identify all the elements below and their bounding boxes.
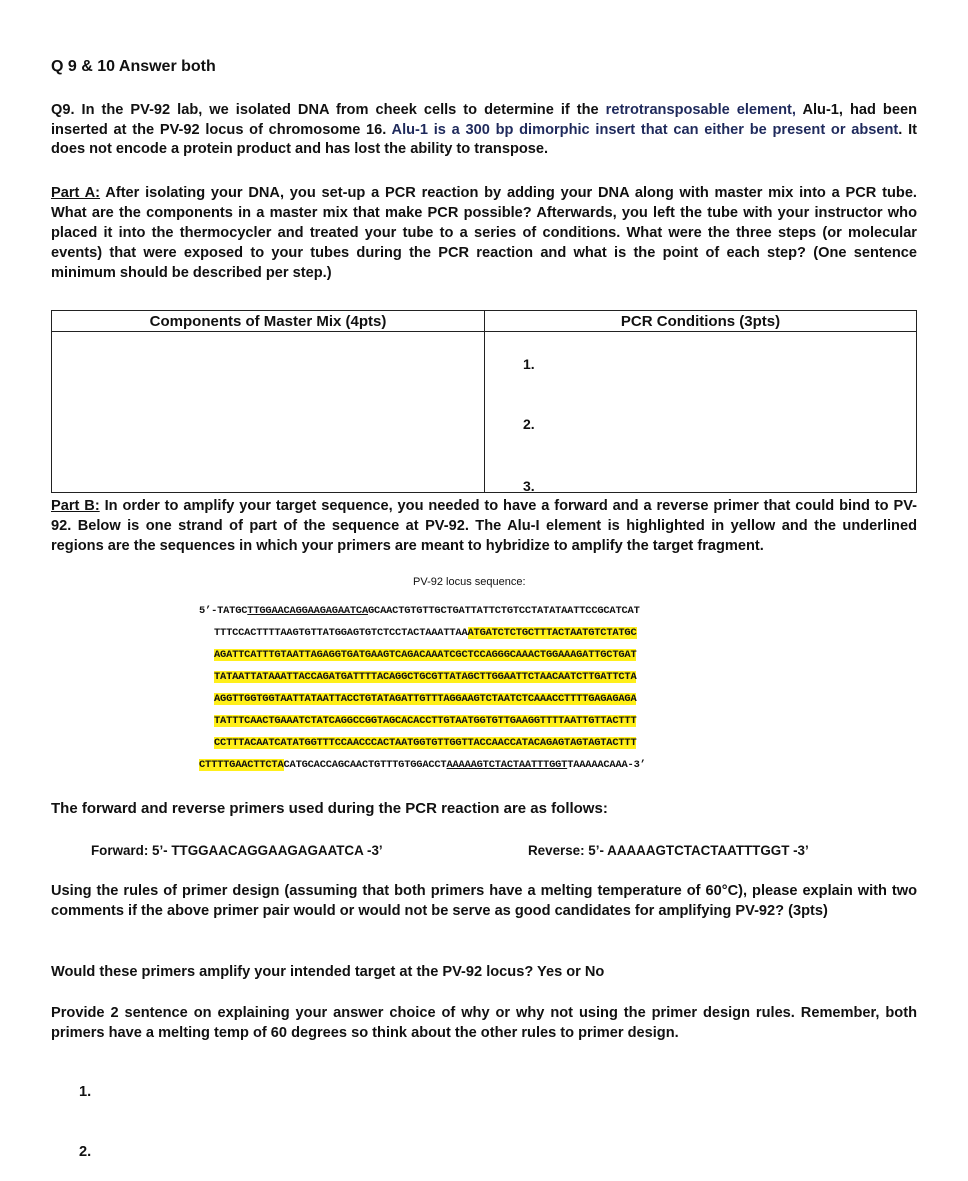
seq-segment: CATGCACCAGCAACTGTTTGTGGACCT [283, 759, 447, 771]
seq-5prime: 5’-TATGC [199, 605, 248, 617]
forward-primer: Forward: 5’- TTGGAACAGGAAGAGAATCA -3’ [91, 843, 383, 858]
explain-question: Provide 2 sentence on explaining your answer choice of why or why not using the primer design rules. Remember, both primers have a melting temp of 60 degrees so think about the other rules to primer design. [51, 1005, 917, 1041]
master-mix-answer-cell[interactable] [52, 332, 485, 493]
forward-primer-site: TTGGAACAGGAAGAGAATCA [247, 605, 369, 617]
part-b-label: Part B: [51, 498, 100, 514]
reverse-primer-site: AAAAAGTCTACTAATTTGGT [446, 759, 568, 771]
part-a-text: After isolating your DNA, you set-up a PCR reaction by adding your DNA along with master mix into a PCR tube. What are the components in a master mix that make PCR possible? Afterwards, you left the tube with your instructor who placed it into the thermocycler and treated your tube to a series of conditions. What were the three steps (or molecular events) that were exposed to your tubes during the PCR reaction and what is the point of each step? (One sentence minimum should be described per step.) [51, 185, 917, 281]
reverse-primer: Reverse: 5’- AAAAAGTCTACTAATTTGGT -3’ [528, 843, 809, 858]
q9-text-2: retrotransposable element, [605, 102, 796, 118]
sequence-line-5 [214, 693, 636, 705]
part-a-prompt [51, 183, 917, 283]
part-b-text: In order to amplify your target sequence, you needed to have a forward and a reverse primer that could bind to PV-92. Below is one strand of part of the sequence at PV-92. The Alu-I element is highlighted in yellow and the underlined regions are the sequences in which your primers are meant to hybridize to amplify the target fragment. [51, 498, 917, 554]
pcr-conditions-answer-cell[interactable] [485, 332, 917, 493]
seq-segment: TTTCCACTTTTAAGTGTTATGGAGTGTCTCCTACTAAATTAA [214, 627, 468, 639]
q9-text-3: Alu-1, had been inserted at the PV-92 locus of chromosome 16. [51, 102, 917, 138]
alu-highlight: AGGTTGGTGGTAATTATAATTACCTGTATAGATTGTTTAGGAAGTCTAATCTCAAACCTTTTGAGAGAGA [214, 693, 637, 705]
alu-highlight: CCTTTACAATCATATGGTTTCCAACCCACTAATGGTGTTGGTTACCAACCATACAGAGTAGTAGTACTTT [214, 737, 637, 749]
amplify-question: Would these primers amplify your intended target at the PV-92 locus? Yes or No [51, 964, 605, 980]
part-b-prompt [51, 496, 917, 556]
q9-prompt [51, 101, 917, 160]
sequence-line-7 [214, 737, 636, 749]
alu-highlight: TATTTCAACTGAAATCTATCAGGCCGGTAGCACACCTTGTAATGGTGTTGAAGGTTTTAATTGTTACTTT [214, 715, 637, 727]
alu-highlight: TATAATTATAAATTACCAGATGATTTTACAGGCTGCGTTATAGCTTGGAATTCTAACAATCTTGATTCTA [214, 671, 637, 683]
sequence-line-1 [199, 605, 640, 617]
primers-intro: The forward and reverse primers used during the PCR reaction are as follows: [51, 800, 608, 817]
sequence-line-2 [214, 627, 637, 639]
alu-highlight: AGATTCATTTGTAATTAGAGGTGATGAAGTCAGACAAATCGCTCCAGGGCAAACTGGAAAGATTGCTGAT [214, 649, 637, 661]
sequence-line-8 [199, 759, 646, 771]
master-mix-header: Components of Master Mix (4pts) [52, 311, 485, 332]
seq-segment: GCAACTGTGTTGCTGATTATTCTGTCCTATATAATTCCGCATCAT [368, 605, 640, 617]
q9-text-4: Alu-1 is a 300 bp dimorphic insert that can either be present or absent [391, 121, 899, 138]
alu-highlight: ATGATCTCTGCTTTACTAATGTCTATGC [467, 627, 637, 639]
q9-text-1: Q9. In the PV-92 lab, we isolated DNA from cheek cells to determine if the [51, 102, 606, 118]
sequence-title: PV-92 locus sequence: [413, 576, 526, 588]
alu-highlight: CTTTTGAACTTCTA [199, 759, 284, 771]
page-heading: Q 9 & 10 Answer both [51, 58, 216, 75]
sequence-line-3 [214, 649, 636, 661]
sequence-line-4 [214, 671, 636, 683]
pcr-step-1: 1. [523, 356, 535, 372]
q9-text-5: . It does not encode a protein product and has lost the ability to transpose. [51, 121, 917, 158]
answer-2[interactable]: 2. [79, 1144, 92, 1160]
answer-table [51, 310, 917, 493]
seq-3prime: TAAAAACAAA-3’ [567, 759, 646, 771]
answer-1[interactable]: 1. [79, 1084, 92, 1100]
part-a-label: Part A: [51, 185, 101, 201]
pcr-step-2: 2. [523, 416, 535, 432]
pcr-step-3: 3. [523, 478, 535, 494]
primer-design-question: Using the rules of primer design (assuming that both primers have a melting temperature of 60°C), please explain with two comments if the above primer pair would or would not be serve as good candidates for amplifying PV-92? (3pts) [51, 883, 917, 919]
sequence-line-6 [214, 715, 636, 727]
pcr-conditions-header: PCR Conditions (3pts) [485, 311, 917, 332]
